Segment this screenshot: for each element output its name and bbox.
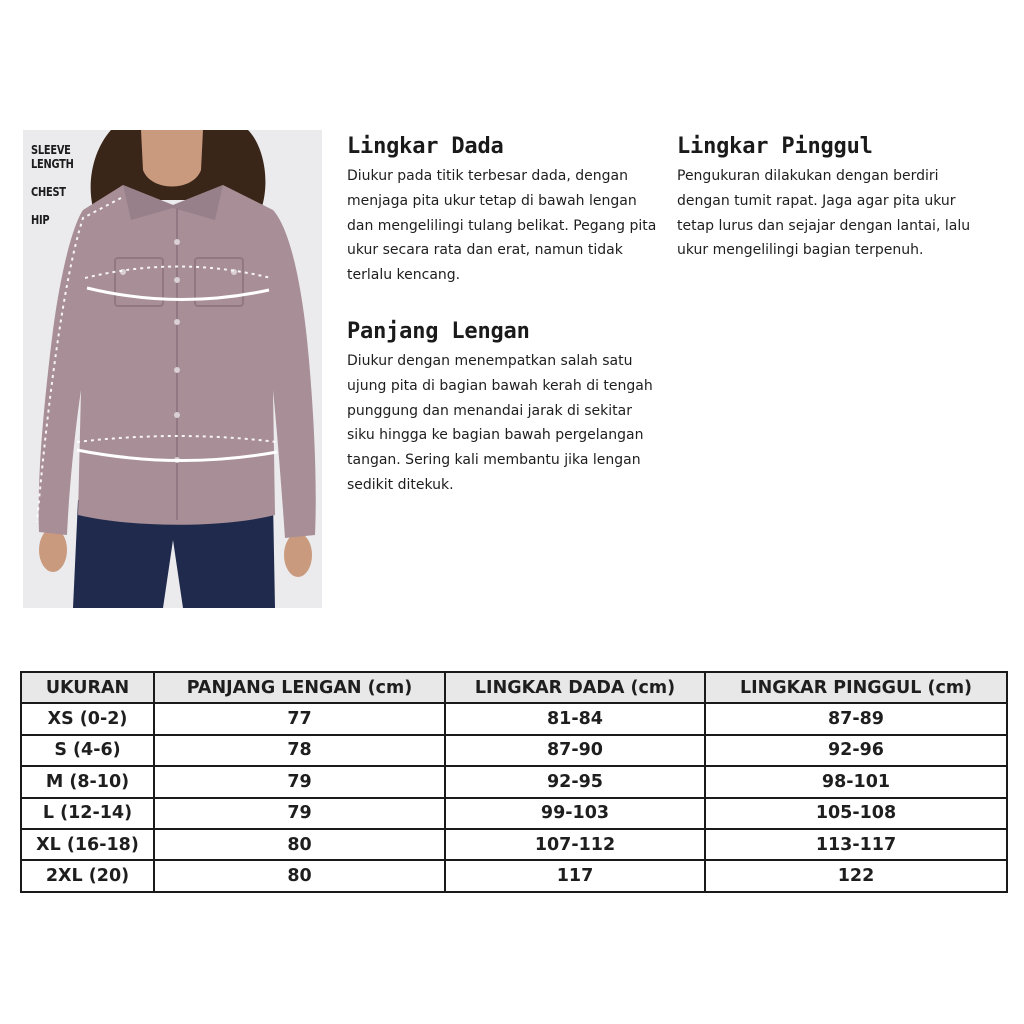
hip-title: Lingkar Pinggul (677, 134, 873, 159)
cell-sleeve: 80 (154, 860, 445, 891)
shirt-button-shape (174, 277, 180, 283)
shirt-button-shape (174, 367, 180, 373)
neck-shape (141, 130, 203, 187)
cell-chest: 117 (445, 860, 705, 891)
header-ukuran: UKURAN (21, 672, 154, 703)
sleeve-length-label: SLEEVE LENGTH (31, 143, 74, 171)
cell-hip: 105-108 (705, 798, 1007, 829)
cell-hip: 98-101 (705, 766, 1007, 797)
cell-size: L (12-14) (21, 798, 154, 829)
table-row (21, 829, 1007, 860)
cell-hip: 92-96 (705, 735, 1007, 766)
cell-sleeve: 80 (154, 829, 445, 860)
shirt-button-shape (174, 239, 180, 245)
hip-description (677, 133, 987, 263)
shirt-button-shape (174, 319, 180, 325)
cell-size: XL (16-18) (21, 829, 154, 860)
header-panjang-lengan: PANJANG LENGAN (cm) (154, 672, 445, 703)
hip-text: Pengukuran dilakukan dengan berdiri dengan tumit rapat. Jaga agar pita ukur tetap lurus dan sejajar dengan lantai, lalu ukur mengelilingi bagian terpenuh. (677, 168, 971, 259)
size-chart-table (20, 671, 1008, 893)
right-hand-shape (284, 533, 312, 577)
header-lingkar-pinggul: LINGKAR PINGGUL (cm) (705, 672, 1007, 703)
left-hand-shape (39, 528, 67, 572)
cell-chest: 87-90 (445, 735, 705, 766)
table-row (21, 703, 1007, 734)
hip-label: HIP (31, 213, 50, 227)
cell-chest: 81-84 (445, 703, 705, 734)
cell-size: M (8-10) (21, 766, 154, 797)
shirt-button-shape (174, 412, 180, 418)
cell-size: XS (0-2) (21, 703, 154, 734)
cell-sleeve: 79 (154, 798, 445, 829)
table-header-row (21, 672, 1007, 703)
model-figure (23, 130, 322, 608)
chest-description (347, 133, 657, 288)
chest-title: Lingkar Dada (347, 134, 504, 159)
cell-hip: 122 (705, 860, 1007, 891)
cell-sleeve: 78 (154, 735, 445, 766)
cell-sleeve: 77 (154, 703, 445, 734)
table-row (21, 735, 1007, 766)
sleeve-text: Diukur dengan menempatkan salah satu ujung pita di bagian bawah kerah di tengah punggung dan menandai jarak di sekitar siku hingga ke bagian bawah pergelangan tangan. Sering kali membantu jika lengan sedikit ditekuk. (347, 353, 653, 493)
table-row (21, 798, 1007, 829)
cell-chest: 92-95 (445, 766, 705, 797)
cell-chest: 107-112 (445, 829, 705, 860)
cell-hip: 87-89 (705, 703, 1007, 734)
model-illustration (23, 130, 322, 608)
header-lingkar-dada: LINGKAR DADA (cm) (445, 672, 705, 703)
table-row (21, 860, 1007, 891)
cell-hip: 113-117 (705, 829, 1007, 860)
cell-size: 2XL (20) (21, 860, 154, 891)
sleeve-title: Panjang Lengan (347, 319, 530, 344)
table-row (21, 766, 1007, 797)
cell-size: S (4-6) (21, 735, 154, 766)
cell-chest: 99-103 (445, 798, 705, 829)
sleeve-description (347, 318, 662, 498)
cell-sleeve: 79 (154, 766, 445, 797)
chest-label: CHEST (31, 185, 66, 199)
chest-text: Diukur pada titik terbesar dada, dengan menjaga pita ukur tetap di bawah lengan dan mengelilingi tulang belikat. Pegang pita ukur secara rata dan erat, namun tidak terlalu kencang. (347, 168, 657, 284)
